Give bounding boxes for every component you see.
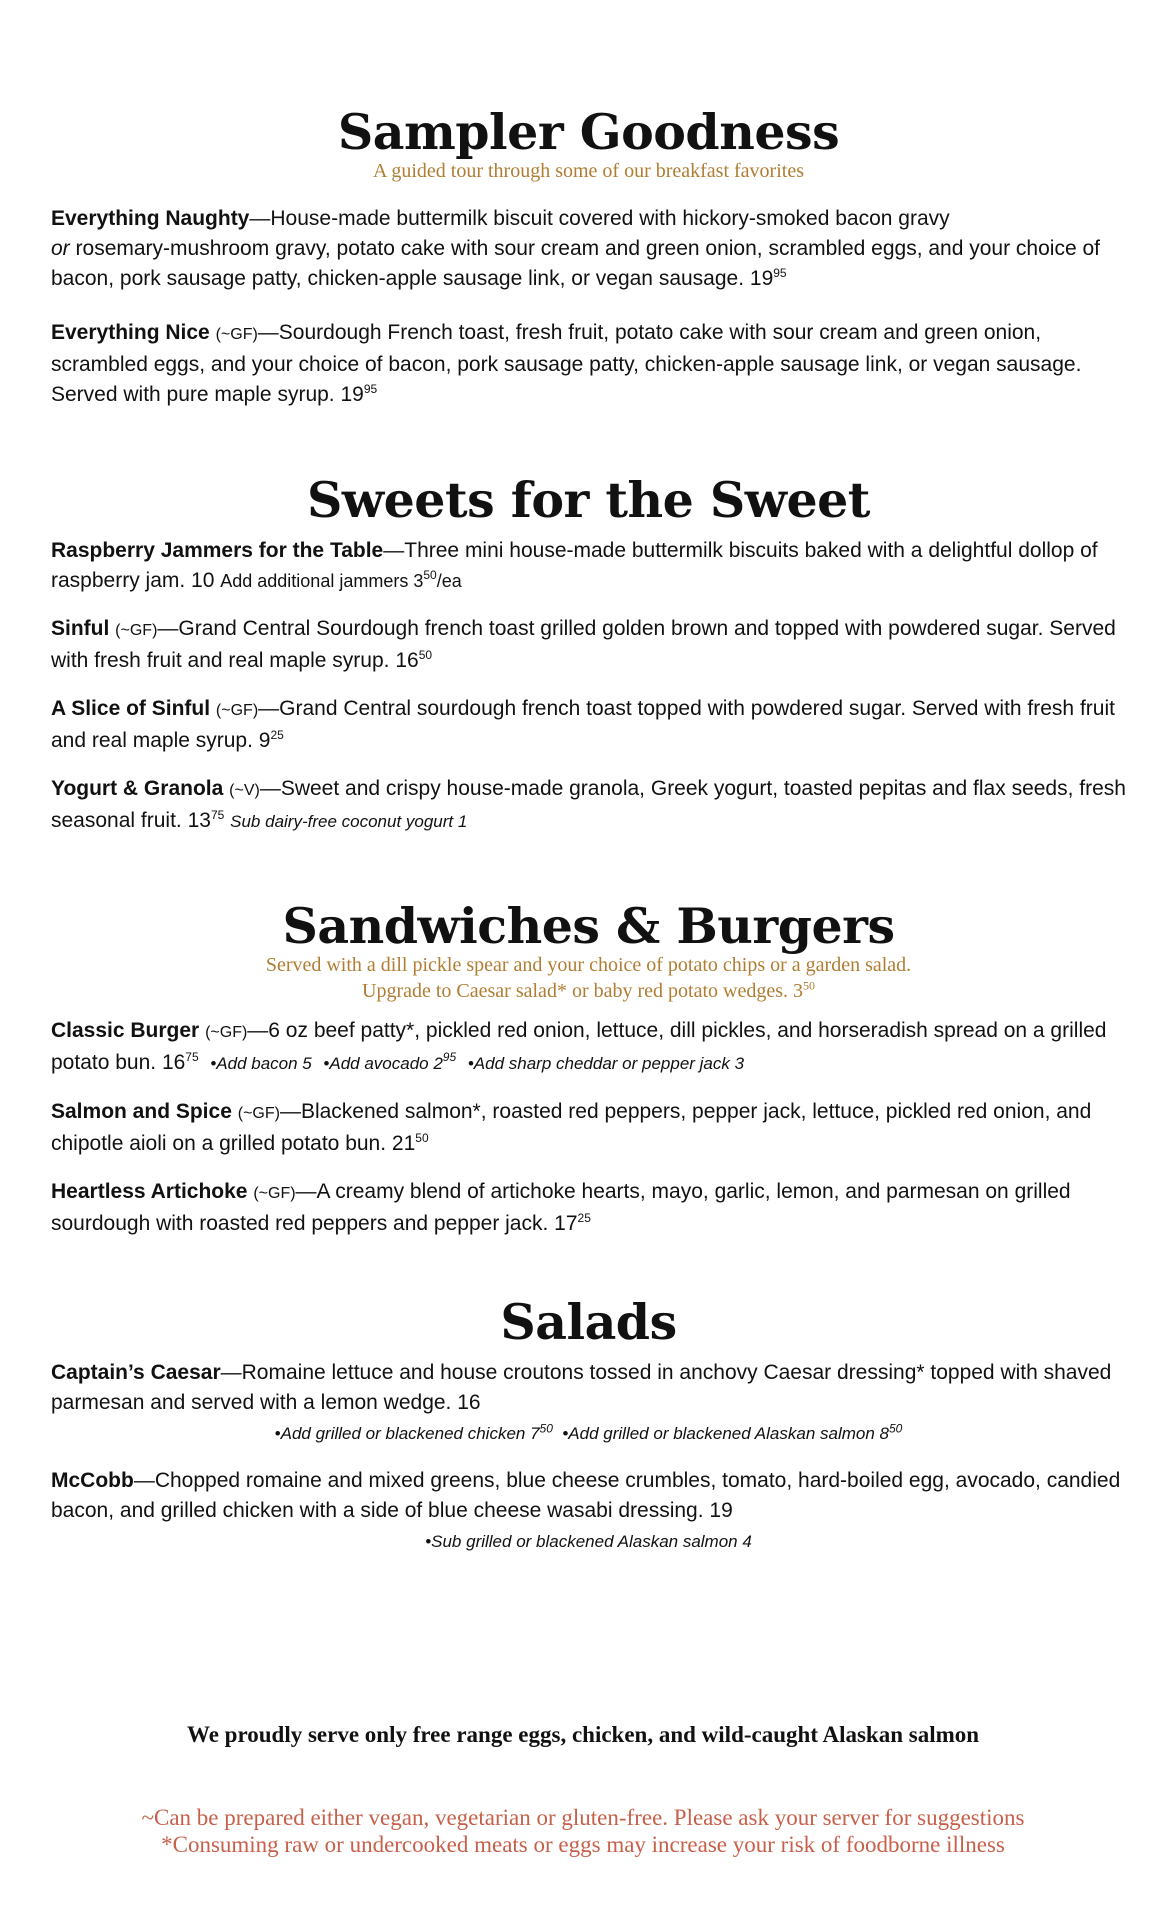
section-title: Sweets for the Sweet <box>307 471 870 529</box>
section-subtitle: A guided tour through some of our breakfast favorites <box>372 160 804 183</box>
item-price: 19 <box>749 267 774 291</box>
item-price-cents: 50 <box>418 648 433 663</box>
menu-item-mccobb <box>51 1466 1126 1526</box>
item-price: 17 <box>554 1212 578 1236</box>
item-name: Heartless Artichoke <box>51 1180 248 1204</box>
item-desc: —A creamy blend of artichoke hearts, mayo, garlic, lemon, and parmesan on grilled sourdough with roasted red peppers and pepper jack. <box>51 1180 1071 1236</box>
section-salads <box>51 1294 1126 1554</box>
item-name: Sinful <box>51 617 110 641</box>
section-sampler <box>51 104 1126 410</box>
item-addon-salmon-cents: 50 <box>888 1421 903 1436</box>
item-tag: (~GF) <box>115 622 158 640</box>
footer-statement: We proudly serve only free range eggs, chicken, and wild-caught Alaskan salmon <box>186 1722 980 1747</box>
menu-item-classic-burger <box>51 1016 1126 1079</box>
section-title: Sandwiches & Burgers <box>282 897 895 955</box>
item-note: Sub dairy-free coconut yogurt 1 <box>230 812 468 832</box>
subtitle-cents: 50 <box>802 978 815 993</box>
item-name: Everything Nice <box>51 321 210 345</box>
item-name: Everything Naughty <box>51 207 250 231</box>
item-tag: (~V) <box>229 782 260 800</box>
item-extra: Add additional jammers 3 <box>220 571 424 592</box>
item-price: 9 <box>258 729 271 753</box>
item-name: Classic Burger <box>51 1019 200 1043</box>
item-or: or <box>51 237 70 261</box>
menu-item-slice-of-sinful <box>51 694 1126 756</box>
menu-item-raspberry-jammers <box>51 536 1126 596</box>
item-addon-salmon: •Sub grilled or blackened Alaskan salmon 4 <box>425 1532 752 1552</box>
item-price-cents: 25 <box>577 1211 591 1226</box>
item-price: 13 <box>187 809 211 833</box>
item-addons <box>51 1422 1126 1446</box>
item-name: Yogurt & Granola <box>51 777 224 801</box>
item-desc: —Sweet and crispy house-made granola, Greek yogurt, toasted pepitas and flax seeds, fresh seasonal fruit. <box>51 777 1126 833</box>
item-desc: —Grand Central sourdough french toast topped with powdered sugar. Served with fresh fruit and real maple syrup. <box>51 697 1115 753</box>
item-price-cents: 95 <box>363 382 378 397</box>
section-title: Sampler Goodness <box>337 103 840 161</box>
section-sandwiches <box>51 898 1126 1239</box>
item-addon-chicken-cents: 50 <box>539 1421 553 1436</box>
menu-item-captains-caesar <box>51 1358 1126 1418</box>
menu-item-yogurt-granola <box>51 774 1126 837</box>
item-price: 19 <box>340 383 364 407</box>
section-sweets <box>51 472 1126 837</box>
item-tag: (~GF) <box>237 1105 280 1123</box>
footer-note-vegan: ~Can be prepared either vegan, vegetarian or gluten-free. Please ask your server for suggestions <box>141 1805 1025 1830</box>
item-price-cents: 25 <box>270 728 284 743</box>
section-title: Salads <box>500 1293 677 1351</box>
item-desc: —6 oz beef patty*, pickled red onion, lettuce, dill pickles, and horseradish spread on a grilled potato bun. <box>51 1019 1107 1075</box>
item-price: 16 <box>161 1051 186 1075</box>
item-addon-bacon: •Add bacon 5 <box>210 1054 312 1074</box>
item-addon-salmon: •Add grilled or blackened Alaskan salmon 8 <box>562 1424 889 1444</box>
item-desc: rosemary-mushroom gravy, potato cake with sour cream and green onion, scrambled eggs, and your choice of bacon, pork sausage patty, chicken-apple sausage link, or vegan sausage. <box>51 237 1100 291</box>
item-desc: —Blackened salmon*, roasted red peppers, pepper jack, lettuce, pickled red onion, and chipotle aioli on a grilled potato bun. <box>51 1100 1092 1156</box>
item-desc: —House-made buttermilk biscuit covered with hickory-smoked bacon gravy <box>249 207 950 231</box>
item-extra-suffix: /ea <box>436 571 462 592</box>
item-tag: (~GF) <box>205 1024 248 1042</box>
subtitle-text: Upgrade to Caesar salad* or baby red potato wedges. 3 <box>362 980 803 1003</box>
item-name: Salmon and Spice <box>51 1100 232 1124</box>
item-price: 16 <box>395 649 419 673</box>
item-addon-avocado: •Add avocado 2 <box>323 1054 443 1074</box>
menu-item-everything-nice <box>51 318 1126 410</box>
item-desc: —Grand Central Sourdough french toast grilled golden brown and topped with powdered sugar. Served with fresh fruit and real maple syrup. <box>51 617 1116 673</box>
item-price-cents: 50 <box>415 1131 429 1146</box>
item-desc: —Sourdough French toast, fresh fruit, potato cake with sour cream and green onion, scrambled eggs, and your choice of bacon, pork sausage patty, chicken-apple sausage link, or vegan sausage. Served with pure maple syrup. <box>51 321 1082 407</box>
section-subtitle-1: Served with a dill pickle spear and your choice of potato chips or a garden salad. <box>265 954 912 977</box>
item-desc: —Romaine lettuce and house croutons tossed in anchovy Caesar dressing* topped with shaved parmesan and served with a lemon wedge. 16 <box>51 1361 1112 1415</box>
item-tag: (~GF) <box>253 1185 296 1203</box>
item-price: 21 <box>391 1132 416 1156</box>
item-tag: (~GF) <box>215 702 259 720</box>
item-name: Captain’s Caesar <box>51 1361 221 1385</box>
footer-note-raw: *Consuming raw or undercooked meats or eggs may increase your risk of foodborne illness <box>161 1832 1005 1857</box>
item-name: McCobb <box>51 1469 134 1493</box>
item-addons <box>51 1530 1126 1554</box>
item-extra-cents: 50 <box>423 568 437 583</box>
menu-item-sinful <box>51 614 1126 676</box>
item-tag: (~GF) <box>215 326 258 344</box>
menu-item-everything-naughty <box>51 204 1126 294</box>
menu-item-salmon-and-spice <box>51 1097 1126 1159</box>
item-price-cents: 75 <box>185 1050 199 1065</box>
item-addon-chicken: •Add grilled or blackened chicken 7 <box>274 1424 540 1444</box>
item-addon-cheese: •Add sharp cheddar or pepper jack 3 <box>467 1054 745 1074</box>
item-addon-avocado-cents: 95 <box>442 1050 457 1065</box>
menu-item-heartless-artichoke <box>51 1177 1126 1239</box>
item-name: A Slice of Sinful <box>51 697 211 721</box>
item-desc: —Chopped romaine and mixed greens, blue cheese crumbles, tomato, hard-boiled egg, avocado, candied bacon, and grilled chicken with a side of blue cheese wasabi dressing. 19 <box>51 1469 1121 1523</box>
item-name: Raspberry Jammers for the Table <box>51 539 384 563</box>
item-desc: —Three mini house-made buttermilk biscuits baked with a delightful dollop of raspberry jam. 10 <box>51 539 1098 593</box>
item-price-cents: 75 <box>210 808 225 823</box>
section-subtitle-2 <box>51 978 1126 1004</box>
item-price-cents: 95 <box>773 266 787 281</box>
